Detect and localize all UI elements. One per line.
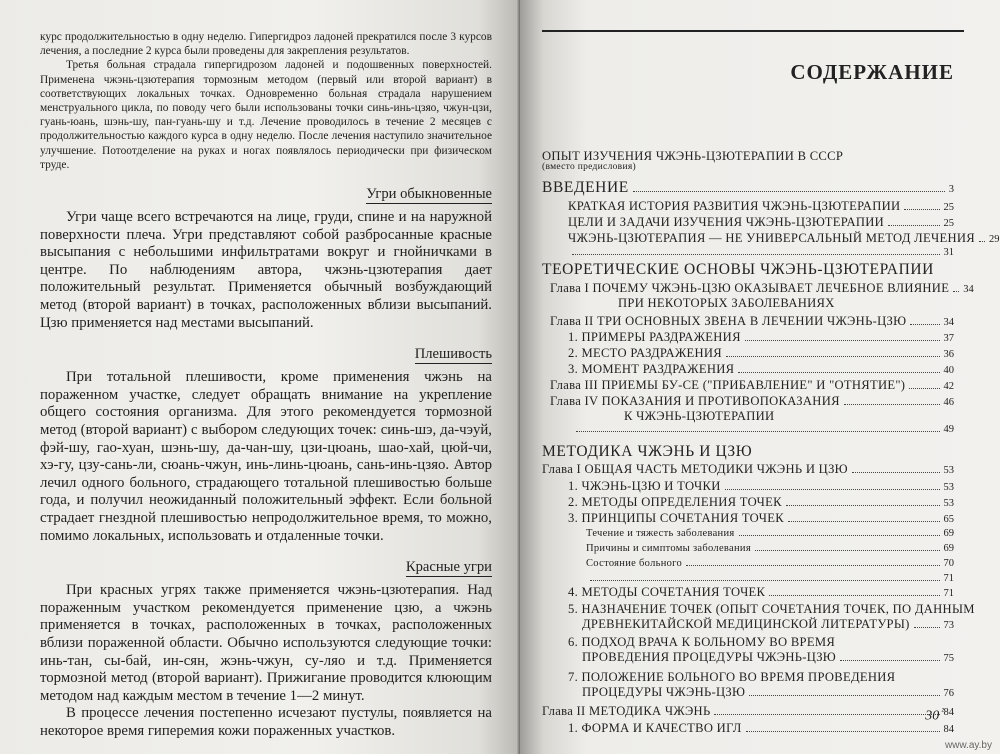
toc-entry bbox=[542, 314, 954, 330]
watermark: www.ay.by bbox=[944, 740, 992, 751]
toc-entry bbox=[542, 409, 954, 424]
toc-entry bbox=[542, 179, 954, 199]
toc-entry-label: 1. ЧЖЭНЬ-ЦЗЮ И ТОЧКИ bbox=[568, 479, 721, 493]
paragraph: При тотальной плешивости, кроме применения чжэнь на пораженном участке, следует обращать внимание на укрепление общего состояния организма. Для этого рекомендуется тормозной метод (второй вариант) с выбором следующих точек: синь-шэ, да-чэуй, фэй-шу, гао-хуан, шэнь-шу, да-чан-шу, цзи-цюань, шао-хай, цюй-чи, хэ-гу, цзу-сань-ли, сюань-чжун, инь-линь-цюань, сань-инь-цзяо. Автор лечил одного больного, страдающего тотальной плешивостью больше года, и получил неожиданный положительный эффект. Если больной страдает гнездной плешивостью непродолжительное время, то можно, помимо локальных, использовать и отдаленные точки. bbox=[40, 369, 492, 544]
toc-title: СОДЕРЖАНИЕ bbox=[790, 60, 954, 84]
toc-leader bbox=[852, 472, 940, 473]
toc-entry bbox=[542, 602, 975, 617]
toc-entry bbox=[542, 543, 954, 558]
toc-entry bbox=[542, 573, 954, 585]
paragraph: Третья больная страдала гипергидрозом ладоней и подошвенных поверхностей. Применена чжэнь-цзютерапия тормозным методом (первый или второй вариант) в соответствующих локальных точках. Одновременно больная страдала нарушением менструального цикла, по поводу чего были использованы точки синь-инь-цзяо, чжун-цзи, гуань-юань, шэнь-шу, пан-гуань-шу и т.д. Лечение проводилось в течение 2 месяцев с продолжительностью каждого курса в одну неделю. После лечения наступило значительное улучшение. Потоотделение на руках и ногах появлялось периодически при физическом труде. bbox=[40, 59, 492, 171]
toc-entry bbox=[542, 585, 954, 602]
header-rule bbox=[542, 30, 964, 32]
toc-page-number: 84 bbox=[943, 707, 954, 718]
toc-page-number: 36 bbox=[943, 349, 954, 360]
toc-entry bbox=[542, 670, 954, 685]
toc-entry-label: ПРОЦЕДУРЫ ЧЖЭНЬ-ЦЗЮ bbox=[582, 685, 746, 699]
section-heading-text: Красные угри bbox=[405, 559, 492, 576]
toc-entry-label: 2. МЕТОДЫ ОПРЕДЕЛЕНИЯ ТОЧЕК bbox=[568, 495, 782, 509]
toc-entry bbox=[542, 511, 954, 528]
toc-entry bbox=[542, 261, 954, 281]
paragraph: В процессе лечения постепенно исчезают пустулы, появляется на некоторое время гиперемия кожи пораженных участков. bbox=[40, 705, 492, 739]
right-page bbox=[520, 0, 1000, 754]
toc-entry-label: Глава III ПРИЕМЫ БУ-СЕ ("ПРИБАВЛЕНИЕ" И "ОТНЯТИЕ") bbox=[550, 378, 906, 392]
page-number bbox=[925, 706, 944, 725]
toc-entry bbox=[542, 281, 974, 296]
toc-entry-label: КРАТКАЯ ИСТОРИЯ РАЗВИТИЯ ЧЖЭНЬ-ЦЗЮТЕРАПИИ bbox=[568, 199, 901, 213]
toc-entry-label: 1. ПРИМЕРЫ РАЗДРАЖЕНИЯ bbox=[568, 330, 741, 344]
toc-page-number: 70 bbox=[943, 558, 954, 569]
toc-page-number: 49 bbox=[943, 424, 954, 435]
toc-entry-label: ПРОВЕДЕНИЯ ПРОЦЕДУРЫ ЧЖЭНЬ-ЦЗЮ bbox=[582, 650, 837, 664]
page-number-value: 30 bbox=[925, 708, 940, 724]
toc-entry bbox=[542, 704, 954, 721]
toc-entry bbox=[542, 617, 954, 635]
toc-page-number: 71 bbox=[943, 573, 954, 584]
toc-entry-label: К ЧЖЭНЬ-ЦЗЮТЕРАПИИ bbox=[624, 409, 775, 423]
toc-entry bbox=[542, 443, 954, 462]
toc-leader bbox=[844, 404, 940, 405]
toc-page-number: 73 bbox=[943, 620, 954, 631]
toc-entry bbox=[542, 462, 954, 479]
toc-entry-label: Глава II МЕТОДИКА ЧЖЭНЬ bbox=[542, 704, 711, 718]
toc-entry-label: 1. ФОРМА И КАЧЕСТВО ИГЛ bbox=[568, 721, 742, 735]
toc-page-number: 53 bbox=[943, 498, 954, 509]
toc-leader bbox=[910, 324, 939, 325]
toc-entry-label: МЕТОДИКА ЧЖЭНЬ И ЦЗЮ bbox=[542, 443, 753, 460]
toc-leader bbox=[576, 431, 940, 432]
toc-entry bbox=[542, 149, 954, 162]
toc-leader bbox=[572, 254, 940, 255]
toc-page-number: 29 bbox=[988, 234, 1000, 245]
toc-entry bbox=[542, 528, 954, 543]
toc-leader bbox=[738, 372, 939, 373]
toc-entry-label: 2. МЕСТО РАЗДРАЖЕНИЯ bbox=[568, 346, 723, 360]
toc-page-number: 84 bbox=[943, 724, 954, 735]
toc-entry bbox=[542, 685, 954, 704]
toc-entry-label: Глава I ПОЧЕМУ ЧЖЭНЬ-ЦЗЮ ОКАЗЫВАЕТ ЛЕЧЕБНОЕ ВЛИЯНИЕ bbox=[550, 281, 950, 295]
toc-entry-label: Течение и тяжесть заболевания bbox=[586, 528, 735, 539]
toc-entry-label: 6. ПОДХОД ВРАЧА К БОЛЬНОМУ ВО ВРЕМЯ bbox=[568, 635, 836, 649]
paragraph: При красных угрях также применяется чжэнь-цзютерапия. Над пораженным участком рекомендуется применение цзю, а чжэнь применяется в точках, расположенных в точках, расположенных вблизи пораженной области. Обычно используются следующие точки: инь-тан, сы-бай, ин-сян, жэнь-чжун, су-ляо и т.д. Применяется тормозной метод (второй вариант). Прижигание проводится клюющим методом над каждым местом в течение 1—2 минут. bbox=[40, 582, 492, 704]
toc-entry bbox=[542, 635, 954, 650]
toc-entry bbox=[542, 394, 954, 409]
toc-entry-label: ПРИ НЕКОТОРЫХ ЗАБОЛЕВАНИЯХ bbox=[618, 296, 835, 310]
toc-entry bbox=[542, 721, 954, 737]
toc-entry-label: 3. МОМЕНТ РАЗДРАЖЕНИЯ bbox=[568, 362, 735, 376]
toc-entry-label: ТЕОРЕТИЧЕСКИЕ ОСНОВЫ ЧЖЭНЬ-ЦЗЮТЕРАПИИ bbox=[542, 261, 934, 278]
toc-leader bbox=[726, 356, 939, 357]
toc-page-number: 42 bbox=[943, 381, 954, 392]
toc-page-number: 34 bbox=[963, 284, 974, 295]
toc-page-number: 76 bbox=[943, 688, 954, 699]
toc-entry-label: Глава II ТРИ ОСНОВНЫХ ЗВЕНА В ЛЕЧЕНИИ ЧЖЭНЬ-ЦЗЮ bbox=[550, 314, 907, 328]
toc-page-number: 34 bbox=[943, 317, 954, 328]
toc-entry bbox=[542, 162, 954, 179]
toc-entry-label: ВВЕДЕНИЕ bbox=[542, 179, 629, 196]
toc-entry bbox=[542, 247, 954, 261]
toc-page-number: 53 bbox=[943, 465, 954, 476]
toc-page-number: 71 bbox=[943, 588, 954, 599]
toc-page-number: 3 bbox=[948, 184, 954, 195]
toc-leader bbox=[739, 535, 940, 536]
toc-page-number: 40 bbox=[943, 365, 954, 376]
toc-entry-label: 3. ПРИНЦИПЫ СОЧЕТАНИЯ ТОЧЕК bbox=[568, 511, 784, 525]
toc-entry-label: (вместо предисловия) bbox=[542, 162, 636, 172]
toc-entry-label: Причины и симптомы заболевания bbox=[586, 543, 751, 554]
toc-entry-label: Глава I ОБЩАЯ ЧАСТЬ МЕТОДИКИ ЧЖЭНЬ И ЦЗЮ bbox=[542, 462, 848, 476]
toc-leader bbox=[725, 489, 940, 490]
toc-entry bbox=[542, 479, 954, 495]
toc-leader bbox=[746, 731, 940, 732]
toc-leader bbox=[714, 714, 939, 715]
toc-entry bbox=[542, 215, 954, 231]
toc-entry-label: ОПЫТ ИЗУЧЕНИЯ ЧЖЭНЬ-ЦЗЮТЕРАПИИ В СССР bbox=[542, 149, 844, 163]
table-of-contents bbox=[542, 149, 1000, 737]
toc-entry bbox=[542, 199, 954, 215]
toc-entry bbox=[542, 558, 954, 573]
toc-leader bbox=[749, 695, 939, 696]
toc-leader bbox=[590, 580, 940, 581]
toc-page-number: 25 bbox=[943, 202, 954, 213]
toc-leader bbox=[909, 388, 939, 389]
section-heading-text: Угри обыкновенные bbox=[366, 186, 492, 203]
toc-entry-label: ЦЕЛИ И ЗАДАЧИ ИЗУЧЕНИЯ ЧЖЭНЬ-ЦЗЮТЕРАПИИ bbox=[568, 215, 885, 229]
toc-page-number: 53 bbox=[943, 482, 954, 493]
toc-entry bbox=[542, 424, 954, 443]
toc-page-number: 69 bbox=[943, 543, 954, 554]
toc-entry bbox=[542, 296, 954, 314]
section-heading-alopecia bbox=[40, 346, 492, 363]
toc-entry bbox=[542, 362, 954, 378]
toc-entry-label: ЧЖЭНЬ-ЦЗЮТЕРАПИЯ — НЕ УНИВЕРСАЛЬНЫЙ МЕТОД ЛЕЧЕНИЯ bbox=[568, 231, 975, 245]
toc-leader bbox=[979, 241, 985, 242]
toc-leader bbox=[888, 225, 939, 226]
toc-page-number: 65 bbox=[943, 514, 954, 525]
toc-leader bbox=[686, 565, 939, 566]
toc-page-number: 25 bbox=[943, 218, 954, 229]
toc-leader bbox=[786, 505, 940, 506]
toc-leader bbox=[633, 191, 945, 192]
toc-page-number: 37 bbox=[943, 333, 954, 344]
toc-leader bbox=[840, 660, 939, 661]
toc-leader bbox=[788, 521, 940, 522]
toc-leader bbox=[904, 209, 939, 210]
toc-leader bbox=[953, 291, 959, 292]
section-heading-text: Плешивость bbox=[414, 346, 492, 363]
toc-page-number: 31 bbox=[943, 247, 954, 258]
toc-leader bbox=[745, 340, 940, 341]
toc-leader bbox=[755, 550, 940, 551]
toc-entry bbox=[542, 346, 954, 362]
paragraph: Угри чаще всего встречаются на лице, груди, спине и на наружной поверхности плеча. Угри представляют собой разбросанные красные высыпания с небольшими инфильтратами вокруг и гнойничками в центре. По наблюдениям автора, чжэнь-цзютерапия дает положительный результат. Применяется обычный возбуждающий метод (второй вариант) в точках, расположенных вблизи высыпаний. Цзю применяется над местами высыпаний. bbox=[40, 209, 492, 331]
toc-entry-label: 5. НАЗНАЧЕНИЕ ТОЧЕК (ОПЫТ СОЧЕТАНИЯ ТОЧЕК, ПО ДАННЫМ bbox=[568, 602, 975, 616]
toc-entry-label: Глава IV ПОКАЗАНИЯ И ПРОТИВОПОКАЗАНИЯ bbox=[550, 394, 840, 408]
toc-page-number: 46 bbox=[943, 397, 954, 408]
section-heading-rosacea bbox=[40, 559, 492, 576]
toc-leader bbox=[769, 595, 939, 596]
toc-page-number: 69 bbox=[943, 528, 954, 539]
toc-entry-label: Состояние больного bbox=[586, 558, 683, 569]
paragraph: курс продолжительностью в одну неделю. Гипергидроз ладоней прекратился после 3 курсов лечения, а последние 2 курса были проведены для закрепления результатов. bbox=[40, 31, 492, 58]
toc-entry-label: 4. МЕТОДЫ СОЧЕТАНИЯ ТОЧЕК bbox=[568, 585, 766, 599]
toc-entry bbox=[542, 330, 954, 346]
toc-entry bbox=[542, 495, 954, 511]
toc-entry-label: ДРЕВНЕКИТАЙСКОЙ МЕДИЦИНСКОЙ ЛИТЕРАТУРЫ) bbox=[582, 617, 910, 631]
toc-page-number: 75 bbox=[943, 653, 954, 664]
toc-entry bbox=[542, 378, 954, 394]
toc-leader bbox=[914, 627, 940, 628]
signature-mark: ² bbox=[941, 706, 944, 716]
toc-entry bbox=[542, 231, 1000, 247]
toc-entry-label: 7. ПОЛОЖЕНИЕ БОЛЬНОГО ВО ВРЕМЯ ПРОВЕДЕНИЯ bbox=[568, 670, 896, 684]
section-heading-acne bbox=[40, 186, 492, 203]
toc-entry bbox=[542, 650, 954, 670]
